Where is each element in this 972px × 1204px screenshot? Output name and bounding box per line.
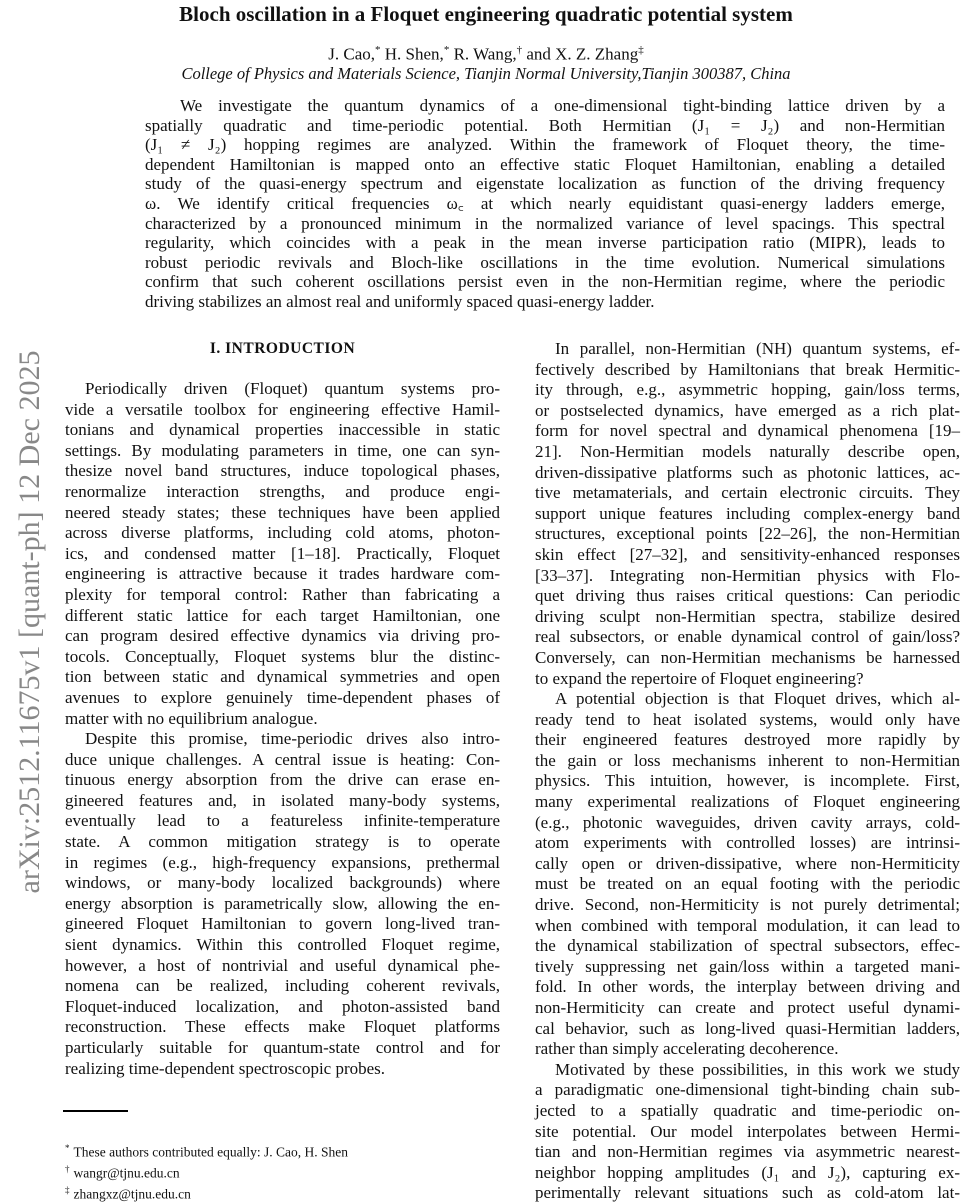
paragraph — [535, 689, 960, 1060]
text-line: jected to a spatially quadratic and time-periodic on- — [535, 1100, 960, 1120]
text-line: gineered Floquet Hamiltonian to govern long-lived tran- — [65, 914, 500, 934]
text-line: rather than simply accelerating decoherence. — [535, 1039, 839, 1059]
text-line: (J₁ ≠ J₂) hopping regimes are analyzed. Within the framework of Floquet theory, the time- — [145, 135, 945, 155]
text-line: tonians and dynamical properties inaccessible in static — [65, 420, 500, 440]
footnote-email[interactable]: wangr@tjnu.edu.cn — [73, 1165, 180, 1181]
text-line: spatially quadratic and time-periodic potential. Both Hermitian (J₁ = J₂) and non-Hermitian — [145, 115, 945, 135]
text-line: robust periodic revivals and Bloch-like oscillations in the time evolution. Numerical simulations — [145, 252, 945, 272]
text-line: energy absorption is parametrically slow, allowing the en- — [65, 893, 500, 913]
text-line: reconstruction. These effects make Floquet platforms — [65, 1017, 500, 1037]
text-line: driving stabilizes an almost real and uniformly spaced quasi-energy ladder. — [145, 291, 655, 311]
text-line: thesize novel band structures, induce topological phases, — [65, 461, 500, 481]
text-line: (e.g., photonic waveguides, driven cavity arrays, cold- — [535, 812, 960, 832]
text-line: driving sculpt non-Hermitian spectra, stabilize desired — [535, 606, 960, 626]
text-line: settings. By modulating parameters in time, one can syn- — [65, 440, 500, 460]
footnote — [65, 1161, 348, 1182]
text-line: vide a versatile toolbox for engineering effective Hamil- — [65, 399, 500, 419]
text-line: different static lattice for each target Hamiltonian, one — [65, 605, 500, 625]
text-line: can program desired effective dynamics via driving pro- — [65, 626, 500, 646]
text-line: ity through, e.g., asymmetric hopping, gain/loss terms, — [535, 380, 960, 400]
text-line: duce unique challenges. A central issue is heating: Con- — [65, 749, 500, 769]
text-line: study of the quasi-energy spectrum and eigenstate localization as function of the driving frequency — [145, 174, 945, 194]
footnote-rule — [63, 1110, 128, 1112]
paper-title: Bloch oscillation in a Floquet engineering quadratic potential system — [179, 2, 793, 26]
text-line: Floquet-induced localization, and photon-assisted band — [65, 996, 500, 1016]
text-line: however, a host of nontrivial and useful dynamical phe- — [65, 955, 500, 975]
text-line: to expand the repertoire of Floquet engineering? — [535, 668, 864, 688]
text-line: fectively described by Hamiltonians that break Hermitic- — [535, 359, 960, 379]
arxiv-identifier-sidebar: arXiv:2512.11675v1 [quant-ph] 12 Dec 2025 — [13, 350, 46, 894]
text-line: plexity for temporal control: Rather than fabricating a — [65, 584, 500, 604]
author-list — [0, 44, 972, 65]
footnote-mark: ‡ — [65, 1185, 70, 1195]
text-line: neighbor hopping amplitudes (J₁ and J₂), capturing ex- — [535, 1162, 960, 1182]
text-line: matter with no equilibrium analogue. — [65, 708, 318, 728]
text-line: neered steady states; these techniques have been applied — [65, 502, 500, 522]
section-heading: I. INTRODUCTION — [209, 340, 356, 357]
text-line: tocols. Conceptually, Floquet systems blur the distinc- — [65, 646, 500, 666]
abstract — [145, 96, 945, 312]
text-line: windows, or many-body localized backgrounds) where — [65, 873, 500, 893]
text-line: quet driving thus raises critical questions: Can periodic — [535, 586, 960, 606]
text-line: tinuous energy absorption from the drive can erase en- — [65, 770, 500, 790]
text-line: realizing time-dependent spectroscopic probes. — [65, 1058, 386, 1078]
text-line: ready tend to heat isolated systems, would only have — [535, 709, 960, 729]
text-line: site potential. Our model interpolates between Hermi- — [535, 1121, 960, 1141]
text-line: We investigate the quantum dynamics of a one-dimensional tight-binding lattice driven by a — [180, 96, 945, 115]
author: R. Wang, — [453, 44, 517, 64]
paragraph — [65, 729, 500, 1079]
author: J. Cao, — [328, 44, 376, 64]
text-line: non-Hermiticity can create and protect useful dynami- — [535, 998, 960, 1017]
text-line: engineering is attractive because it trades hardware com- — [65, 564, 500, 584]
text-line: across diverse platforms, including cold atoms, photon- — [65, 523, 500, 543]
footnote-email[interactable]: zhangxz@tjnu.edu.cn — [73, 1186, 191, 1202]
text-line: particularly suitable for quantum-state control and for — [65, 1038, 500, 1057]
text-line: support unique features including complex-energy band — [535, 503, 960, 523]
text-line: in regimes (e.g., high-frequency expansions, prethermal — [65, 852, 500, 872]
text-line: tion between static and dynamical symmetries and open — [65, 667, 500, 687]
text-line: regularity, which coincides with a peak in the mean inverse participation ratio (MIPR), leads to — [145, 233, 945, 253]
text-line: the dynamical stabilization of spectral subsectors, effec- — [535, 936, 960, 956]
text-line: tian and non-Hermitian regimes via asymmetric nearest- — [535, 1142, 960, 1162]
author-mark: † — [516, 44, 523, 56]
footnote-mark: † — [65, 1164, 70, 1174]
affiliation: College of Physics and Materials Science, Tianjin Normal University,Tianjin 300387, China — [181, 64, 791, 83]
left-column — [65, 379, 500, 1079]
text-line: dependent Hamiltonian is mapped onto an effective static Floquet Hamiltonian, enabling a detailed — [145, 154, 945, 174]
text-line: drive. Second, non-Hermiticity is not purely detrimental; — [535, 895, 960, 915]
paragraph — [535, 339, 960, 689]
text-line: eventually lead to a featureless infinite-temperature — [65, 811, 500, 831]
footnote — [65, 1140, 348, 1161]
footnote-text: These authors contributed equally: J. Cao, H. Shen — [73, 1144, 348, 1160]
text-line: perimentally relevant situations such as cold-atom lat- — [535, 1183, 960, 1203]
text-line: must be treated on an equal footing with the periodic — [535, 874, 960, 894]
author-mark: ‡ — [638, 44, 644, 56]
text-line: or postselected dynamics, have emerged as a rich plat- — [535, 400, 960, 420]
text-line: ics, and condensed matter [1–18]. Practically, Floquet — [65, 543, 500, 563]
author: and X. Z. Zhang — [526, 44, 639, 64]
text-line: form for novel spectral and dynamical phenomena [19– — [535, 421, 960, 441]
paragraph — [535, 1060, 960, 1204]
text-line: tively suppressing net gain/loss within a targeted mani- — [535, 956, 960, 976]
text-line: characterized by a pronounced minimum in the normalized variance of level spacings. This spectral — [145, 213, 945, 233]
text-line: fold. In other words, the interplay between driving and — [535, 977, 960, 997]
text-line: physics. This intuition, however, is incomplete. First, — [535, 771, 960, 791]
right-column — [535, 339, 960, 1204]
text-line: A potential objection is that Floquet drives, which al- — [555, 689, 960, 709]
text-line: confirm that such coherent oscillations persist even in the non-Hermitian regime, where the periodic — [145, 272, 945, 292]
text-line: Despite this promise, time-periodic drives also intro- — [85, 729, 500, 749]
text-line: sient dynamics. Within this controlled Floquet regime, — [65, 935, 500, 955]
text-line: In parallel, non-Hermitian (NH) quantum systems, ef- — [555, 339, 960, 358]
text-line: gineered features and, in isolated many-body systems, — [65, 790, 500, 810]
text-line: a paradigmatic one-dimensional tight-binding chain sub- — [535, 1080, 960, 1100]
text-line: their engineered features destroyed more rapidly by — [535, 730, 960, 750]
text-line: real subsectors, or enable dynamical control of gain/loss? — [535, 627, 960, 647]
author-mark: * — [443, 44, 450, 56]
text-line: 21]. Non-Hermitian models naturally describe open, — [535, 441, 960, 461]
text-line: skin effect [27–32], and sensitivity-enhanced responses — [535, 544, 960, 564]
text-line: renormalize interaction strengths, and produce engi- — [65, 481, 500, 501]
text-line: avenues to explore genuinely time-dependent phases of — [65, 687, 500, 707]
footnote-mark: * — [65, 1143, 70, 1153]
footnotes — [65, 1140, 348, 1203]
paragraph — [145, 96, 945, 312]
text-line: many experimental realizations of Floquet engineering — [535, 792, 960, 812]
text-line: Motivated by these possibilities, in this work we study — [555, 1059, 960, 1079]
text-line: cally open or driven-dissipative, where non-Hermiticity — [535, 853, 960, 873]
paragraph — [65, 379, 500, 729]
text-line: atom experiments with controlled losses) are intrinsi- — [535, 833, 960, 853]
text-line: structures, exceptional points [22–26], the non-Hermitian — [535, 524, 960, 544]
text-line: the gain or loss mechanisms inherent to non-Hermitian — [535, 750, 960, 770]
text-line: ω. We identify critical frequencies ω꜀ at which nearly equidistant quasi-energy ladders emerge, — [145, 193, 945, 213]
text-line: when combined with temporal modulation, it can lead to — [535, 915, 960, 935]
text-line: nomena can be realized, including coherent revivals, — [65, 976, 500, 996]
text-line: state. A common mitigation strategy is to operate — [65, 832, 500, 852]
text-line: tive metamaterials, and certain electronic circuits. They — [535, 483, 960, 503]
author: H. Shen, — [384, 44, 444, 64]
text-line: cal behavior, such as long-lived quasi-Hermitian ladders, — [535, 1018, 960, 1038]
text-line: Conversely, can non-Hermitian mechanisms be harnessed — [535, 647, 960, 667]
author-mark: * — [375, 44, 381, 56]
text-line: Periodically driven (Floquet) quantum systems pro- — [85, 379, 500, 398]
text-line: [33–37]. Integrating non-Hermitian physics with Flo- — [535, 565, 960, 585]
text-line: driven-dissipative platforms such as photonic lattices, ac- — [535, 462, 960, 482]
